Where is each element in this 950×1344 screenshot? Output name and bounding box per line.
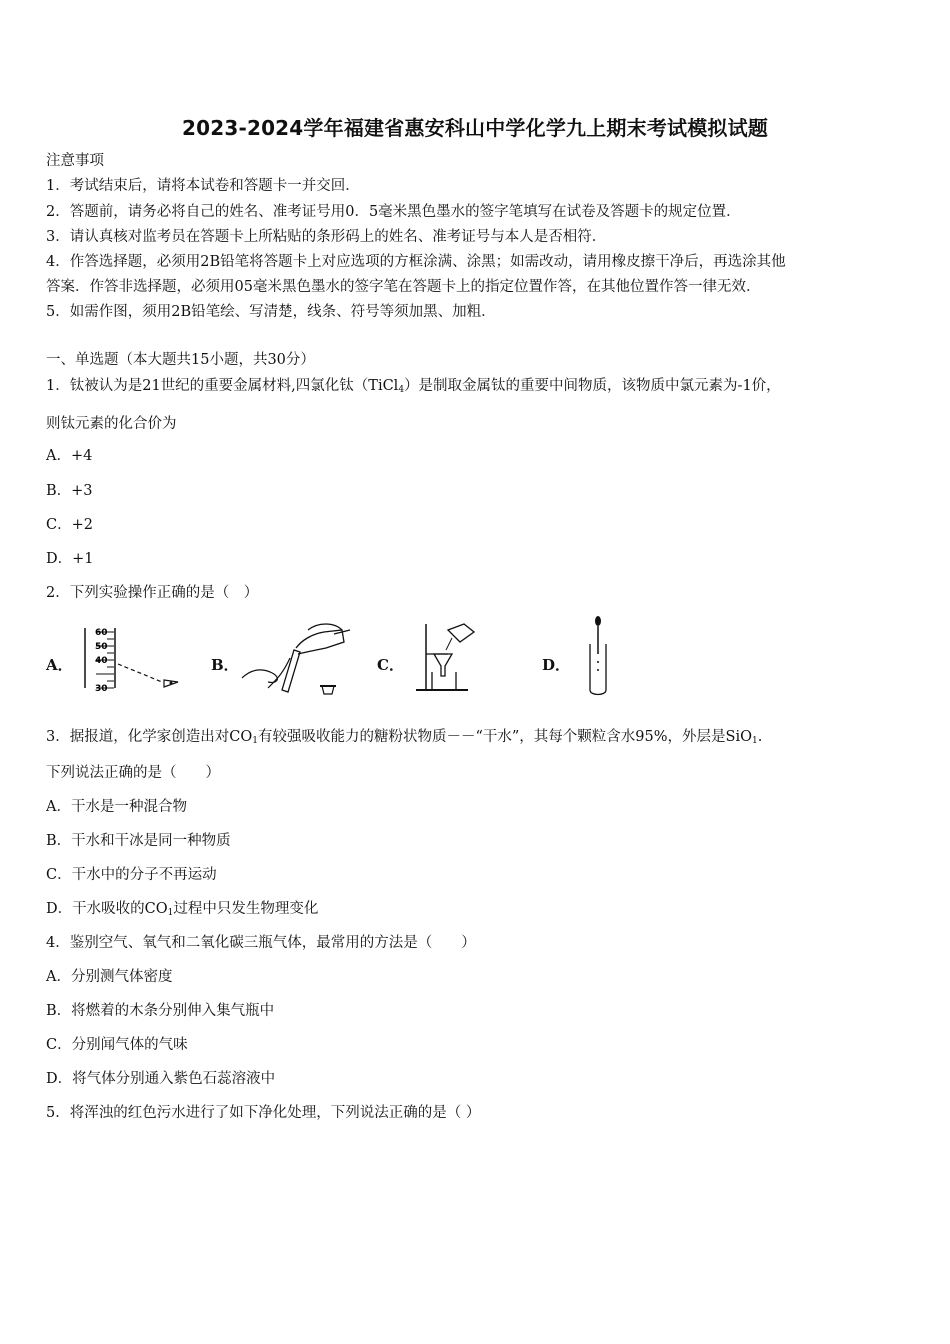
section-heading: 一、单选题（本大题共15小题，共30分） bbox=[46, 352, 315, 368]
question-3-stem: 3．据报道，化学家创造出对$CO_1$有较强吸收能力的糖粉状物质－－“干水”，其每个颗粒含水95%，外层是SiO$_1$. bbox=[46, 729, 763, 746]
question-2-label-c: C． bbox=[377, 656, 404, 674]
question-3-option-d: D．干水吸收的$CO_1$过程中只发生物理变化 bbox=[46, 901, 319, 918]
question-1-option-b: B．+3 bbox=[46, 483, 93, 499]
question-3-option-b: B．干水和干冰是同一种物质 bbox=[46, 833, 231, 849]
test-tube-pouring-figure bbox=[238, 618, 353, 698]
graduated-cylinder-reading-figure bbox=[82, 624, 192, 694]
question-1-option-a: A．+4 bbox=[46, 448, 93, 464]
question-1-option-c: C．+2 bbox=[46, 517, 93, 533]
question-4-option-a: A．分别测气体密度 bbox=[46, 969, 173, 985]
filtration-setup-figure bbox=[412, 620, 482, 695]
question-2-stem: 2．下列实验操作正确的是（ ） bbox=[46, 585, 259, 601]
question-3-option-c: C．干水中的分子不再运动 bbox=[46, 867, 217, 883]
question-2-label-b: B． bbox=[211, 656, 239, 674]
question-1-stem-line2: 则钛元素的化合价为 bbox=[46, 416, 177, 432]
notes-heading: 注意事项 bbox=[46, 153, 104, 169]
note-item: 答案．作答非选择题，必须用05毫米黑色墨水的签字笔在答题卡上的指定位置作答，在其他位置作答一律无效． bbox=[46, 279, 761, 295]
question-1-stem: 1．钛被认为是21世纪的重要金属材料,四氯化钛（TiCl$_4$）是制取金属钛的重要中间物质，该物质中氯元素为-1价， bbox=[46, 378, 781, 395]
note-item: 3．请认真核对监考员在答题卡上所粘贴的条形码上的姓名、准考证号与本人是否相符． bbox=[46, 229, 607, 245]
question-5-stem: 5．将浑浊的红色污水进行了如下净化处理，下列说法正确的是（ ） bbox=[46, 1105, 481, 1121]
tick-label: 50 bbox=[95, 642, 108, 652]
question-3-stem-line2: 下列说法正确的是（ ） bbox=[46, 765, 220, 781]
note-item: 2．答题前，请务必将自己的姓名、准考证号用0．5毫米黑色墨水的签字笔填写在试卷及答题卡的规定位置． bbox=[46, 204, 741, 220]
question-4-stem: 4．鉴别空气、氧气和二氧化碳三瓶气体，最常用的方法是（ ） bbox=[46, 935, 476, 951]
question-3-option-a: A．干水是一种混合物 bbox=[46, 799, 187, 815]
note-item: 4．作答选择题，必须用2B铅笔将答题卡上对应选项的方框涂满、涂黑；如需改动，请用橡皮擦干净后，再选涂其他 bbox=[46, 254, 786, 270]
note-item: 1．考试结束后，请将本试卷和答题卡一并交回． bbox=[46, 178, 360, 194]
question-4-option-b: B．将燃着的木条分别伸入集气瓶中 bbox=[46, 1003, 275, 1019]
page-title: 2023-2024学年福建省惠安科山中学化学九上期末考试模拟试题 bbox=[181, 116, 769, 140]
question-2-label-a: A． bbox=[46, 656, 73, 674]
dropper-test-tube-figure bbox=[585, 614, 615, 698]
question-2-label-d: D． bbox=[542, 656, 571, 674]
note-item: 5．如需作图，须用2B铅笔绘、写清楚，线条、符号等须加黑、加粗． bbox=[46, 304, 496, 320]
question-1-option-d: D．+1 bbox=[46, 551, 94, 567]
tick-label: 30 bbox=[95, 684, 108, 694]
tick-label: 40 bbox=[95, 656, 108, 666]
question-4-option-c: C．分别闻气体的气味 bbox=[46, 1037, 188, 1053]
question-4-option-d: D．将气体分别通入紫色石蕊溶液中 bbox=[46, 1071, 276, 1087]
tick-label: 60 bbox=[95, 628, 108, 638]
